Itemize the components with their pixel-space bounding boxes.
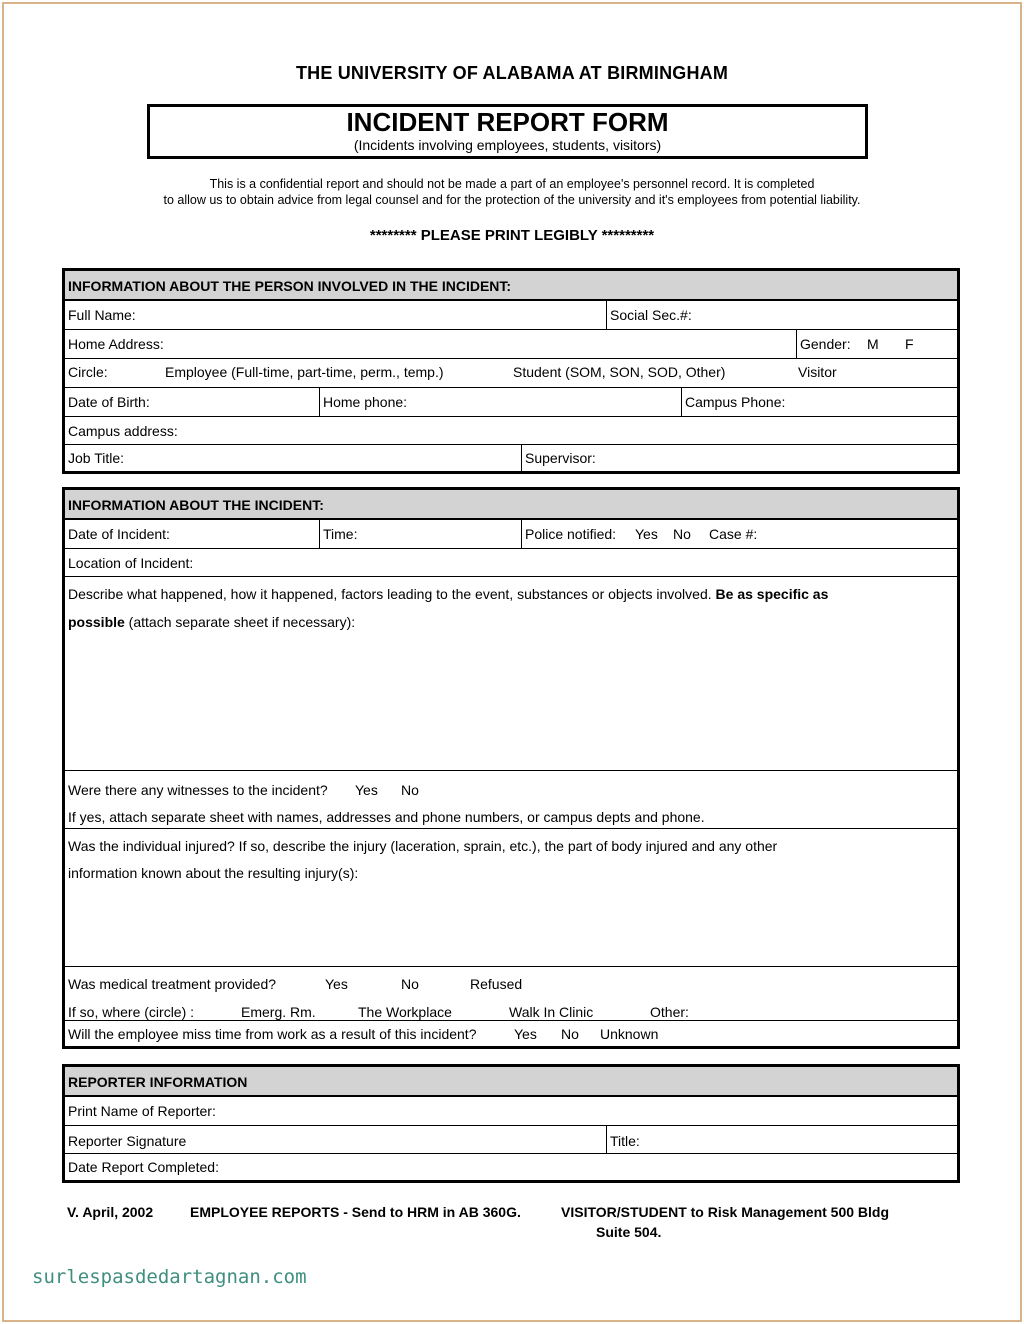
where-other-option[interactable]: Other: — [650, 1004, 689, 1020]
medical-question: Was medical treatment provided? — [68, 976, 277, 992]
row-job-title — [65, 445, 957, 471]
police-yes-option[interactable]: Yes — [635, 526, 658, 542]
gender-field[interactable] — [797, 330, 914, 358]
reporter-section — [62, 1064, 960, 1183]
confidential-notice-line1: This is a confidential report and should not be made a part of an employee's personnel record. It is completed — [209, 177, 815, 191]
medical-refused-option[interactable]: Refused — [470, 976, 523, 992]
home-phone-field[interactable]: Home phone: — [323, 394, 408, 410]
where-label: If so, where (circle) : — [68, 1004, 195, 1020]
full-name-field[interactable]: Full Name: — [68, 307, 136, 323]
confidential-notice-line2: to allow us to obtain advice from legal counsel and for the protection of the university and it's employees from potential liability. — [163, 193, 861, 207]
gender-m-option[interactable]: M — [867, 336, 879, 352]
miss-no-option[interactable]: No — [561, 1026, 579, 1042]
row-print-name — [65, 1097, 957, 1126]
miss-yes-option[interactable]: Yes — [514, 1026, 537, 1042]
describe-line2: possible (attach separate sheet if necessary): — [68, 614, 356, 630]
miss-time-question: Will the employee miss time from work as a result of this incident? — [68, 1026, 477, 1042]
person-section — [62, 268, 960, 474]
incident-section — [62, 487, 960, 1049]
incident-section-header: INFORMATION ABOUT THE INCIDENT: — [65, 490, 957, 520]
form-subtitle: (Incidents involving employees, students, visitors) — [353, 137, 662, 153]
case-number-label[interactable]: Case #: — [709, 526, 758, 542]
campus-phone-field[interactable]: Campus Phone: — [685, 394, 786, 410]
injured-question-line2: information known about the resulting injury(s): — [68, 865, 359, 881]
circle-label: Circle: — [68, 364, 108, 380]
row-location — [65, 549, 957, 577]
describe-line1: Describe what happened, how it happened, factors leading to the event, substances or objects involved. Be as specific as — [68, 586, 829, 602]
miss-unknown-option[interactable]: Unknown — [600, 1026, 659, 1042]
where-workplace-option[interactable]: The Workplace — [358, 1004, 452, 1020]
social-sec-field[interactable]: Social Sec.#: — [610, 307, 692, 323]
row-circle — [65, 359, 957, 388]
date-of-incident-field[interactable]: Date of Incident: — [68, 526, 170, 542]
dob-field[interactable]: Date of Birth: — [68, 394, 150, 410]
witnesses-attach-note: If yes, attach separate sheet with names, addresses and phone numbers, or campus depts and phone. — [68, 809, 705, 825]
police-notified-field[interactable] — [522, 520, 758, 548]
row-date-completed — [65, 1154, 957, 1180]
gender-label: Gender: — [800, 336, 851, 352]
print-legibly-notice: ******** PLEASE PRINT LEGIBLY ********* — [369, 227, 655, 244]
row-signature — [65, 1126, 957, 1154]
where-clinic-option[interactable]: Walk In Clinic — [509, 1004, 594, 1020]
location-field[interactable]: Location of Incident: — [68, 555, 194, 571]
injured-question-line1: Was the individual injured? If so, describe the injury (laceration, sprain, etc.), the part of body injured and any other — [68, 838, 778, 854]
row-campus-address — [65, 417, 957, 445]
version-label: V. April, 2002 — [67, 1204, 154, 1220]
row-home-address — [65, 330, 957, 359]
university-name: THE UNIVERSITY OF ALABAMA AT BIRMINGHAM — [295, 63, 729, 83]
police-no-option[interactable]: No — [673, 526, 691, 542]
person-section-header: INFORMATION ABOUT THE PERSON INVOLVED IN THE INCIDENT: — [65, 271, 957, 301]
row-describe[interactable] — [65, 577, 957, 771]
row-medical — [65, 967, 957, 1021]
form-title: INCIDENT REPORT FORM — [346, 107, 669, 137]
witnesses-yes-option[interactable]: Yes — [355, 782, 378, 798]
medical-no-option[interactable]: No — [401, 976, 419, 992]
visitor-student-suite: Suite 504. — [596, 1224, 662, 1240]
visitor-student-instruction: VISITOR/STUDENT to Risk Management 500 Bldg — [561, 1204, 890, 1220]
gender-f-option[interactable]: F — [905, 336, 914, 352]
row-dob — [65, 388, 957, 417]
row-witnesses — [65, 771, 957, 829]
home-address-field[interactable]: Home Address: — [68, 336, 164, 352]
where-er-option[interactable]: Emerg. Rm. — [241, 1004, 316, 1020]
watermark: surlespasdedartagnan.com — [32, 1266, 307, 1288]
reporter-title-field[interactable]: Title: — [610, 1133, 640, 1149]
date-completed-field[interactable]: Date Report Completed: — [68, 1159, 219, 1175]
witnesses-question: Were there any witnesses to the incident? — [68, 782, 328, 798]
job-title-field[interactable]: Job Title: — [68, 450, 125, 466]
reporter-section-header: REPORTER INFORMATION — [65, 1067, 957, 1097]
print-name-field[interactable]: Print Name of Reporter: — [68, 1103, 216, 1119]
row-date-incident — [65, 520, 957, 549]
medical-yes-option[interactable]: Yes — [325, 976, 348, 992]
row-injured[interactable] — [65, 829, 957, 967]
employee-reports-instruction: EMPLOYEE REPORTS - Send to HRM in AB 360G. — [190, 1204, 521, 1220]
row-full-name — [65, 301, 957, 330]
row-miss-time — [65, 1021, 957, 1046]
form-title-box — [147, 104, 868, 159]
campus-address-field[interactable]: Campus address: — [68, 423, 178, 439]
circle-student-option[interactable]: Student (SOM, SON, SOD, Other) — [513, 364, 726, 380]
witnesses-no-option[interactable]: No — [401, 782, 419, 798]
reporter-signature-field[interactable]: Reporter Signature — [68, 1133, 187, 1149]
police-notified-label: Police notified: — [525, 526, 617, 542]
time-field[interactable]: Time: — [323, 526, 358, 542]
circle-visitor-option[interactable]: Visitor — [798, 364, 837, 380]
supervisor-field[interactable]: Supervisor: — [525, 450, 596, 466]
circle-employee-option[interactable]: Employee (Full-time, part-time, perm., temp.) — [165, 364, 444, 380]
